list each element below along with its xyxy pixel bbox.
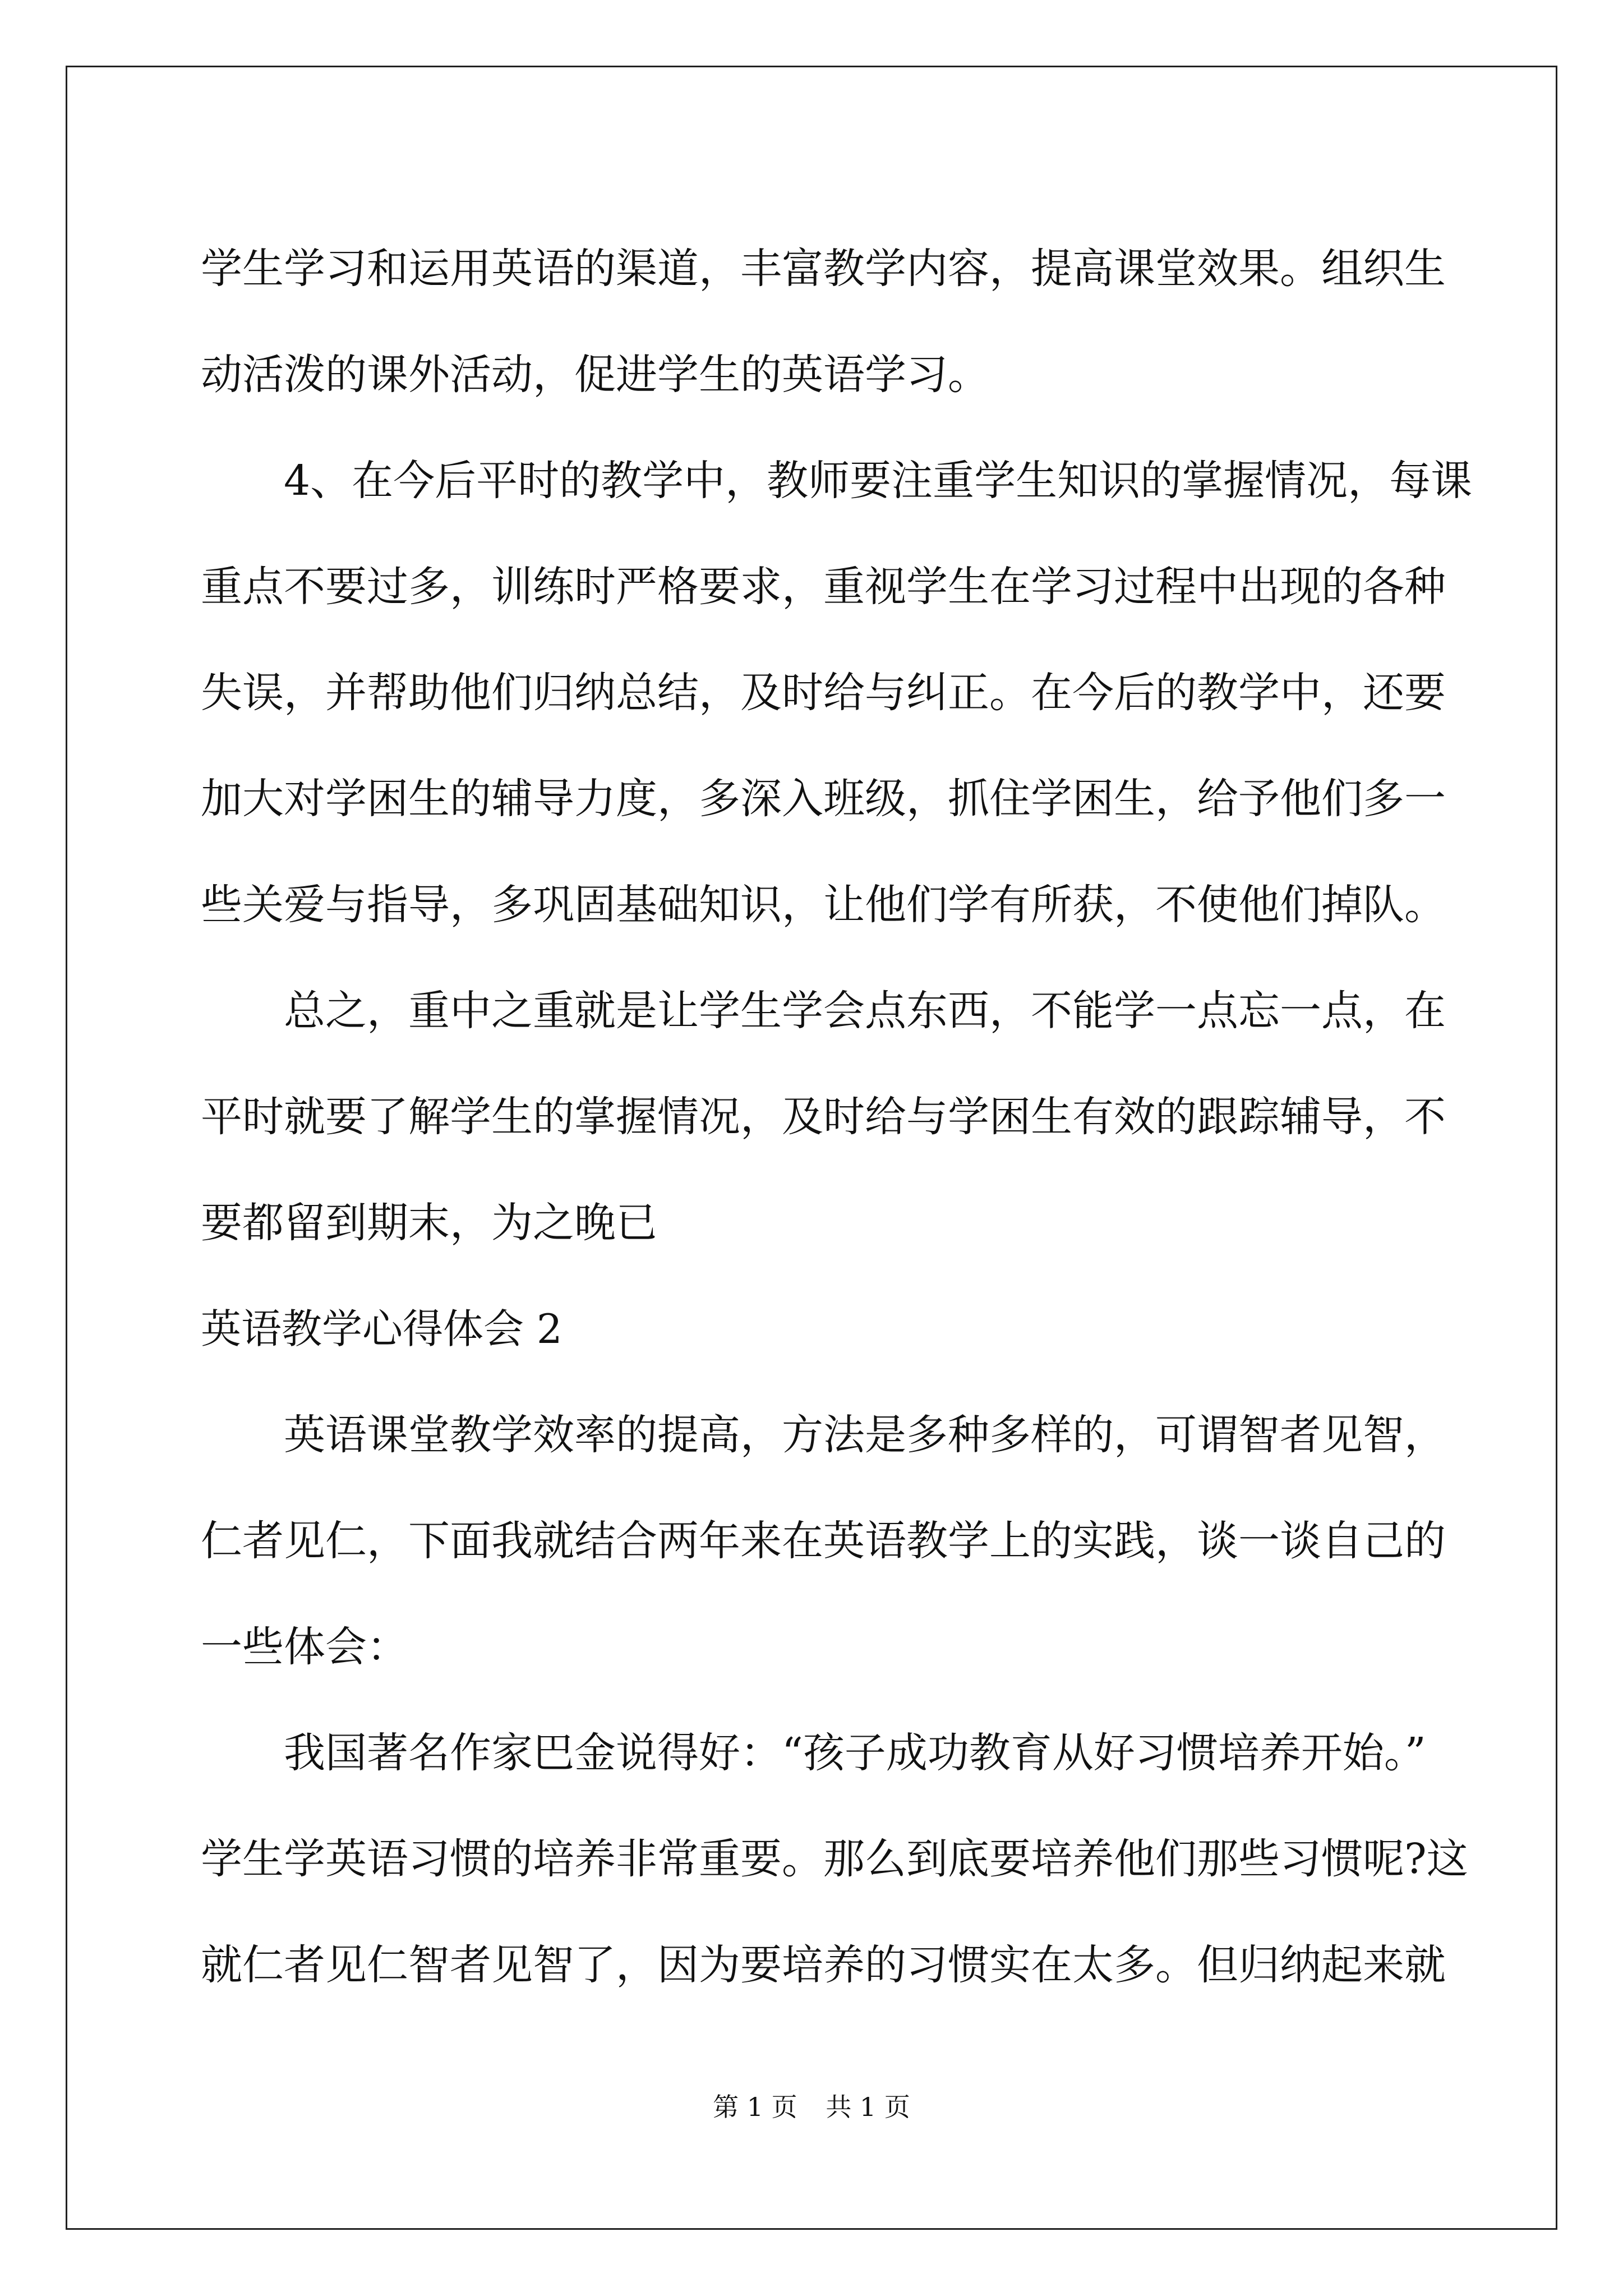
text-line: 要都留到期末，为之晚已 <box>201 1199 657 1247</box>
text-line: 我国著名作家巴金说得好：“孩子成功教育从好习惯培养开始。” <box>284 1729 1426 1777</box>
text-line: 英语课堂教学效率的提高，方法是多种多样的，可谓智者见智， <box>284 1411 1446 1459</box>
text-line: 学生学英语习惯的培养非常重要。那么到底要培养他们那些习惯呢?这 <box>201 1835 1468 1883</box>
page-total: 共 1 页 <box>826 2092 910 2122</box>
section-heading: 英语教学心得体会 2 <box>201 1305 562 1352</box>
text-line: 总之，重中之重就是让学生学会点东西，不能学一点忘一点，在 <box>284 987 1446 1035</box>
text-line: 仁者见仁，下面我就结合两年来在英语教学上的实践，谈一谈自己的 <box>201 1517 1446 1565</box>
text-line: 动活泼的课外活动，促进学生的英语学习。 <box>201 351 989 399</box>
text-line: 4、在今后平时的教学中，教师要注重学生知识的掌握情况，每课 <box>284 457 1473 505</box>
page-footer <box>0 2087 1623 2124</box>
text-line: 平时就要了解学生的掌握情况，及时给与学困生有效的跟踪辅导，不 <box>201 1093 1446 1141</box>
text-line: 失误，并帮助他们归纳总结，及时给与纠正。在今后的教学中，还要 <box>201 669 1446 717</box>
text-line: 学生学习和运用英语的渠道，丰富教学内容，提高课堂效果。组织生 <box>201 245 1446 293</box>
text-line: 加大对学困生的辅导力度，多深入班级，抓住学困生，给予他们多一 <box>201 775 1446 823</box>
text-line: 重点不要过多，训练时严格要求，重视学生在学习过程中出现的各种 <box>201 563 1446 611</box>
text-line: 一些体会： <box>201 1623 408 1671</box>
text-line: 些关爱与指导，多巩固基础知识，让他们学有所获，不使他们掉队。 <box>201 881 1446 929</box>
page-number: 第 1 页 <box>713 2092 797 2122</box>
text-line: 就仁者见仁智者见智了，因为要培养的习惯实在太多。但归纳起来就 <box>201 1941 1446 1989</box>
document-body <box>201 216 1473 2018</box>
